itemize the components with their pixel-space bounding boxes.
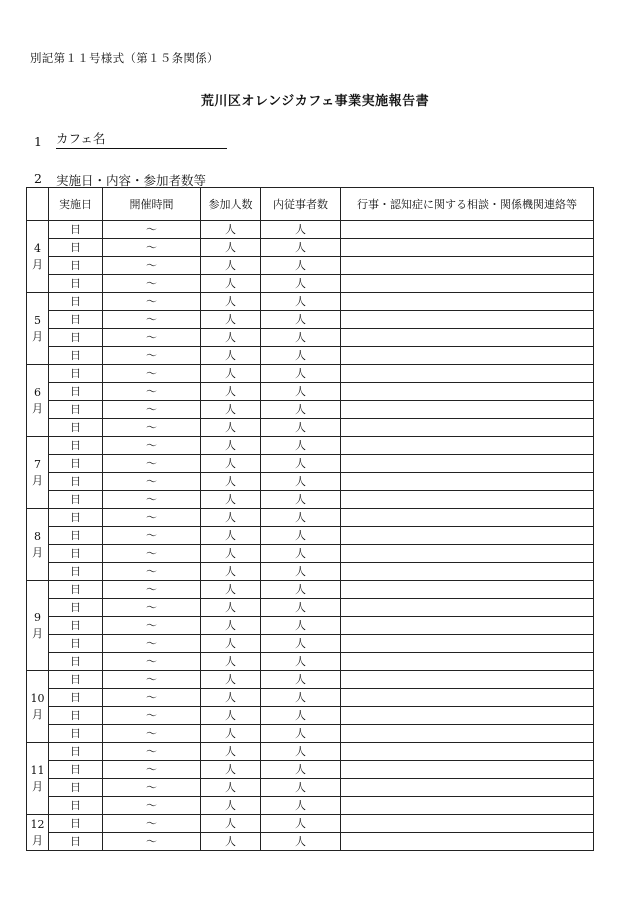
- activities-cell[interactable]: [341, 617, 594, 635]
- staff-cell[interactable]: 人: [261, 473, 341, 491]
- participants-cell[interactable]: 人: [201, 455, 261, 473]
- activities-cell[interactable]: [341, 671, 594, 689]
- participants-cell[interactable]: 人: [201, 779, 261, 797]
- staff-cell[interactable]: 人: [261, 509, 341, 527]
- participants-cell[interactable]: 人: [201, 671, 261, 689]
- month-unit: 月: [32, 401, 43, 415]
- staff-cell[interactable]: 人: [261, 311, 341, 329]
- staff-cell[interactable]: 人: [261, 689, 341, 707]
- table-row: [27, 779, 594, 797]
- participants-cell[interactable]: 人: [201, 635, 261, 653]
- participants-cell[interactable]: 人: [201, 437, 261, 455]
- table-row: [27, 725, 594, 743]
- day-cell[interactable]: 日: [49, 761, 103, 779]
- time-cell[interactable]: 〜: [103, 797, 201, 815]
- time-cell[interactable]: 〜: [103, 833, 201, 851]
- day-cell[interactable]: 日: [49, 617, 103, 635]
- day-cell[interactable]: 日: [49, 347, 103, 365]
- month-number: 9: [34, 610, 41, 624]
- day-cell[interactable]: 日: [49, 293, 103, 311]
- day-cell[interactable]: 日: [49, 401, 103, 419]
- staff-cell[interactable]: 人: [261, 599, 341, 617]
- activities-cell[interactable]: [341, 509, 594, 527]
- time-cell[interactable]: 〜: [103, 527, 201, 545]
- participants-cell[interactable]: 人: [201, 815, 261, 833]
- staff-cell[interactable]: 人: [261, 401, 341, 419]
- time-cell[interactable]: 〜: [103, 545, 201, 563]
- day-cell[interactable]: 日: [49, 671, 103, 689]
- table-row: [27, 563, 594, 581]
- section-label: 実施日・内容・参加者数等: [56, 173, 207, 188]
- time-cell[interactable]: 〜: [103, 761, 201, 779]
- activities-cell[interactable]: [341, 761, 594, 779]
- participants-cell[interactable]: 人: [201, 725, 261, 743]
- activities-cell[interactable]: [341, 527, 594, 545]
- staff-cell[interactable]: 人: [261, 455, 341, 473]
- month-cell: [27, 293, 49, 365]
- day-cell[interactable]: 日: [49, 473, 103, 491]
- time-cell[interactable]: 〜: [103, 617, 201, 635]
- month-cell: [27, 221, 49, 293]
- day-cell[interactable]: 日: [49, 581, 103, 599]
- staff-cell[interactable]: 人: [261, 797, 341, 815]
- table-row: [27, 239, 594, 257]
- time-cell[interactable]: 〜: [103, 563, 201, 581]
- table-row: [27, 419, 594, 437]
- time-cell[interactable]: 〜: [103, 725, 201, 743]
- participants-cell[interactable]: 人: [201, 581, 261, 599]
- staff-cell[interactable]: 人: [261, 617, 341, 635]
- month-unit: 月: [32, 329, 43, 343]
- staff-cell[interactable]: 人: [261, 491, 341, 509]
- day-cell[interactable]: 日: [49, 545, 103, 563]
- table-row: [27, 653, 594, 671]
- day-cell[interactable]: 日: [49, 815, 103, 833]
- activities-cell[interactable]: [341, 545, 594, 563]
- month-cell: [27, 581, 49, 671]
- time-cell[interactable]: 〜: [103, 599, 201, 617]
- activities-cell[interactable]: [341, 311, 594, 329]
- staff-cell[interactable]: 人: [261, 743, 341, 761]
- month-unit: 月: [32, 257, 43, 271]
- time-cell[interactable]: 〜: [103, 383, 201, 401]
- participants-cell[interactable]: 人: [201, 473, 261, 491]
- day-cell[interactable]: 日: [49, 563, 103, 581]
- activities-cell[interactable]: [341, 329, 594, 347]
- table-row: [27, 365, 594, 383]
- activities-cell[interactable]: [341, 293, 594, 311]
- staff-cell[interactable]: 人: [261, 293, 341, 311]
- table-row: [27, 329, 594, 347]
- staff-cell[interactable]: 人: [261, 671, 341, 689]
- activities-cell[interactable]: [341, 419, 594, 437]
- participants-cell[interactable]: 人: [201, 491, 261, 509]
- staff-cell[interactable]: 人: [261, 239, 341, 257]
- month-cell: [27, 671, 49, 743]
- month-unit: 月: [32, 545, 43, 559]
- participants-cell[interactable]: 人: [201, 797, 261, 815]
- table-row: [27, 473, 594, 491]
- activities-cell[interactable]: [341, 437, 594, 455]
- time-cell[interactable]: 〜: [103, 653, 201, 671]
- time-cell[interactable]: 〜: [103, 293, 201, 311]
- staff-cell[interactable]: 人: [261, 653, 341, 671]
- staff-cell[interactable]: 人: [261, 383, 341, 401]
- day-cell[interactable]: 日: [49, 275, 103, 293]
- form-number: 別記第１１号様式（第１５条関係）: [30, 51, 219, 65]
- participants-cell[interactable]: 人: [201, 275, 261, 293]
- activities-cell[interactable]: [341, 365, 594, 383]
- time-cell[interactable]: 〜: [103, 221, 201, 239]
- day-cell[interactable]: 日: [49, 257, 103, 275]
- table-row: [27, 617, 594, 635]
- day-cell[interactable]: 日: [49, 725, 103, 743]
- header-month: [27, 188, 49, 221]
- activities-cell[interactable]: [341, 689, 594, 707]
- month-number: 12: [30, 817, 45, 831]
- month-number: 10: [30, 691, 45, 705]
- day-cell[interactable]: 日: [49, 329, 103, 347]
- document-title: 荒川区オレンジカフェ事業実施報告書: [200, 94, 430, 109]
- day-cell[interactable]: 日: [49, 239, 103, 257]
- activities-cell[interactable]: [341, 257, 594, 275]
- activities-cell[interactable]: [341, 491, 594, 509]
- day-cell[interactable]: 日: [49, 779, 103, 797]
- table-row: [27, 257, 594, 275]
- table-row: [27, 833, 594, 851]
- staff-cell[interactable]: 人: [261, 347, 341, 365]
- activities-cell[interactable]: [341, 239, 594, 257]
- table-row: [27, 347, 594, 365]
- activities-cell[interactable]: [341, 833, 594, 851]
- table-row: [27, 815, 594, 833]
- activities-cell[interactable]: [341, 563, 594, 581]
- time-cell[interactable]: 〜: [103, 401, 201, 419]
- participants-cell[interactable]: 人: [201, 293, 261, 311]
- activities-cell[interactable]: [341, 599, 594, 617]
- header-time: 開催時間: [103, 188, 201, 221]
- staff-cell[interactable]: 人: [261, 527, 341, 545]
- month-unit: 月: [32, 473, 43, 487]
- time-cell[interactable]: 〜: [103, 437, 201, 455]
- staff-cell[interactable]: 人: [261, 581, 341, 599]
- table-row: [27, 545, 594, 563]
- table-row: [27, 527, 594, 545]
- day-cell[interactable]: 日: [49, 437, 103, 455]
- time-cell[interactable]: 〜: [103, 779, 201, 797]
- time-cell[interactable]: 〜: [103, 815, 201, 833]
- participants-cell[interactable]: 人: [201, 833, 261, 851]
- day-cell[interactable]: 日: [49, 599, 103, 617]
- section-cafe-name: [34, 129, 227, 149]
- day-cell[interactable]: 日: [49, 311, 103, 329]
- time-cell[interactable]: 〜: [103, 491, 201, 509]
- participants-cell[interactable]: 人: [201, 599, 261, 617]
- section-number: 2: [34, 171, 42, 186]
- day-cell[interactable]: 日: [49, 833, 103, 851]
- staff-cell[interactable]: 人: [261, 635, 341, 653]
- month-cell: [27, 815, 49, 851]
- day-cell[interactable]: 日: [49, 743, 103, 761]
- time-cell[interactable]: 〜: [103, 635, 201, 653]
- day-cell[interactable]: 日: [49, 491, 103, 509]
- participants-cell[interactable]: 人: [201, 509, 261, 527]
- month-unit: 月: [32, 779, 43, 793]
- staff-cell[interactable]: 人: [261, 779, 341, 797]
- activities-cell[interactable]: [341, 581, 594, 599]
- time-cell[interactable]: 〜: [103, 581, 201, 599]
- header-participants: 参加人数: [201, 188, 261, 221]
- table-row: [27, 491, 594, 509]
- table-row: [27, 689, 594, 707]
- month-number: 8: [34, 529, 41, 543]
- time-cell[interactable]: 〜: [103, 509, 201, 527]
- staff-cell[interactable]: 人: [261, 545, 341, 563]
- participants-cell[interactable]: 人: [201, 707, 261, 725]
- month-cell: [27, 743, 49, 815]
- staff-cell[interactable]: 人: [261, 815, 341, 833]
- participants-cell[interactable]: 人: [201, 365, 261, 383]
- day-cell[interactable]: 日: [49, 527, 103, 545]
- month-unit: 月: [32, 707, 43, 721]
- activities-cell[interactable]: [341, 725, 594, 743]
- time-cell[interactable]: 〜: [103, 275, 201, 293]
- day-cell[interactable]: 日: [49, 797, 103, 815]
- time-cell[interactable]: 〜: [103, 671, 201, 689]
- day-cell[interactable]: 日: [49, 383, 103, 401]
- cafe-name-field[interactable]: [56, 129, 227, 149]
- header-date: 実施日: [49, 188, 103, 221]
- month-number: 5: [34, 313, 41, 327]
- report-table: [26, 187, 594, 851]
- day-cell[interactable]: 日: [49, 365, 103, 383]
- time-cell[interactable]: 〜: [103, 239, 201, 257]
- activities-cell[interactable]: [341, 707, 594, 725]
- table-row: [27, 797, 594, 815]
- participants-cell[interactable]: 人: [201, 527, 261, 545]
- participants-cell[interactable]: 人: [201, 347, 261, 365]
- staff-cell[interactable]: 人: [261, 365, 341, 383]
- activities-cell[interactable]: [341, 635, 594, 653]
- table-row: [27, 221, 594, 239]
- time-cell[interactable]: 〜: [103, 347, 201, 365]
- time-cell[interactable]: 〜: [103, 707, 201, 725]
- activities-cell[interactable]: [341, 401, 594, 419]
- staff-cell[interactable]: 人: [261, 257, 341, 275]
- day-cell[interactable]: 日: [49, 419, 103, 437]
- month-number: 11: [30, 763, 45, 777]
- day-cell[interactable]: 日: [49, 653, 103, 671]
- header-activities: 行事・認知症に関する相談・関係機関連絡等: [341, 188, 594, 221]
- month-unit: 月: [32, 626, 43, 640]
- activities-cell[interactable]: [341, 383, 594, 401]
- participants-cell[interactable]: 人: [201, 383, 261, 401]
- time-cell[interactable]: 〜: [103, 419, 201, 437]
- month-number: 6: [34, 385, 41, 399]
- participants-cell[interactable]: 人: [201, 239, 261, 257]
- table-row: [27, 743, 594, 761]
- day-cell[interactable]: 日: [49, 689, 103, 707]
- table-row: [27, 761, 594, 779]
- participants-cell[interactable]: 人: [201, 545, 261, 563]
- table-row: [27, 311, 594, 329]
- month-number: 4: [34, 241, 41, 255]
- table-row: [27, 671, 594, 689]
- staff-cell[interactable]: 人: [261, 707, 341, 725]
- activities-cell[interactable]: [341, 653, 594, 671]
- participants-cell[interactable]: 人: [201, 257, 261, 275]
- participants-cell[interactable]: 人: [201, 743, 261, 761]
- participants-cell[interactable]: 人: [201, 617, 261, 635]
- participants-cell[interactable]: 人: [201, 653, 261, 671]
- activities-cell[interactable]: [341, 455, 594, 473]
- day-cell[interactable]: 日: [49, 455, 103, 473]
- time-cell[interactable]: 〜: [103, 455, 201, 473]
- month-cell: [27, 509, 49, 581]
- staff-cell[interactable]: 人: [261, 563, 341, 581]
- table-row: [27, 401, 594, 419]
- day-cell[interactable]: 日: [49, 635, 103, 653]
- activities-cell[interactable]: [341, 743, 594, 761]
- table-row: [27, 383, 594, 401]
- staff-cell[interactable]: 人: [261, 833, 341, 851]
- activities-cell[interactable]: [341, 275, 594, 293]
- table-row: [27, 275, 594, 293]
- staff-cell[interactable]: 人: [261, 419, 341, 437]
- time-cell[interactable]: 〜: [103, 257, 201, 275]
- staff-cell[interactable]: 人: [261, 221, 341, 239]
- day-cell[interactable]: 日: [49, 221, 103, 239]
- table-row: [27, 635, 594, 653]
- activities-cell[interactable]: [341, 779, 594, 797]
- participants-cell[interactable]: 人: [201, 563, 261, 581]
- time-cell[interactable]: 〜: [103, 473, 201, 491]
- staff-cell[interactable]: 人: [261, 725, 341, 743]
- participants-cell[interactable]: 人: [201, 419, 261, 437]
- table-row: [27, 437, 594, 455]
- table-row: [27, 581, 594, 599]
- table-header-row: [27, 188, 594, 221]
- cafe-name-label: カフェ名: [56, 131, 106, 146]
- participants-cell[interactable]: 人: [201, 689, 261, 707]
- month-number: 7: [34, 457, 41, 471]
- table-row: [27, 707, 594, 725]
- time-cell[interactable]: 〜: [103, 329, 201, 347]
- header-staff: 内従事者数: [261, 188, 341, 221]
- activities-cell[interactable]: [341, 221, 594, 239]
- table-row: [27, 509, 594, 527]
- day-cell[interactable]: 日: [49, 707, 103, 725]
- staff-cell[interactable]: 人: [261, 437, 341, 455]
- table-row: [27, 293, 594, 311]
- participants-cell[interactable]: 人: [201, 329, 261, 347]
- activities-cell[interactable]: [341, 347, 594, 365]
- time-cell[interactable]: 〜: [103, 365, 201, 383]
- staff-cell[interactable]: 人: [261, 329, 341, 347]
- staff-cell[interactable]: 人: [261, 761, 341, 779]
- time-cell[interactable]: 〜: [103, 311, 201, 329]
- month-cell: [27, 437, 49, 509]
- table-row: [27, 599, 594, 617]
- section-number: 1: [34, 134, 42, 149]
- table-body: [27, 221, 594, 851]
- month-unit: 月: [32, 833, 43, 847]
- time-cell[interactable]: 〜: [103, 743, 201, 761]
- participants-cell[interactable]: 人: [201, 311, 261, 329]
- activities-cell[interactable]: [341, 815, 594, 833]
- participants-cell[interactable]: 人: [201, 221, 261, 239]
- time-cell[interactable]: 〜: [103, 689, 201, 707]
- participants-cell[interactable]: 人: [201, 761, 261, 779]
- month-cell: [27, 365, 49, 437]
- activities-cell[interactable]: [341, 473, 594, 491]
- staff-cell[interactable]: 人: [261, 275, 341, 293]
- activities-cell[interactable]: [341, 797, 594, 815]
- table-row: [27, 455, 594, 473]
- participants-cell[interactable]: 人: [201, 401, 261, 419]
- day-cell[interactable]: 日: [49, 509, 103, 527]
